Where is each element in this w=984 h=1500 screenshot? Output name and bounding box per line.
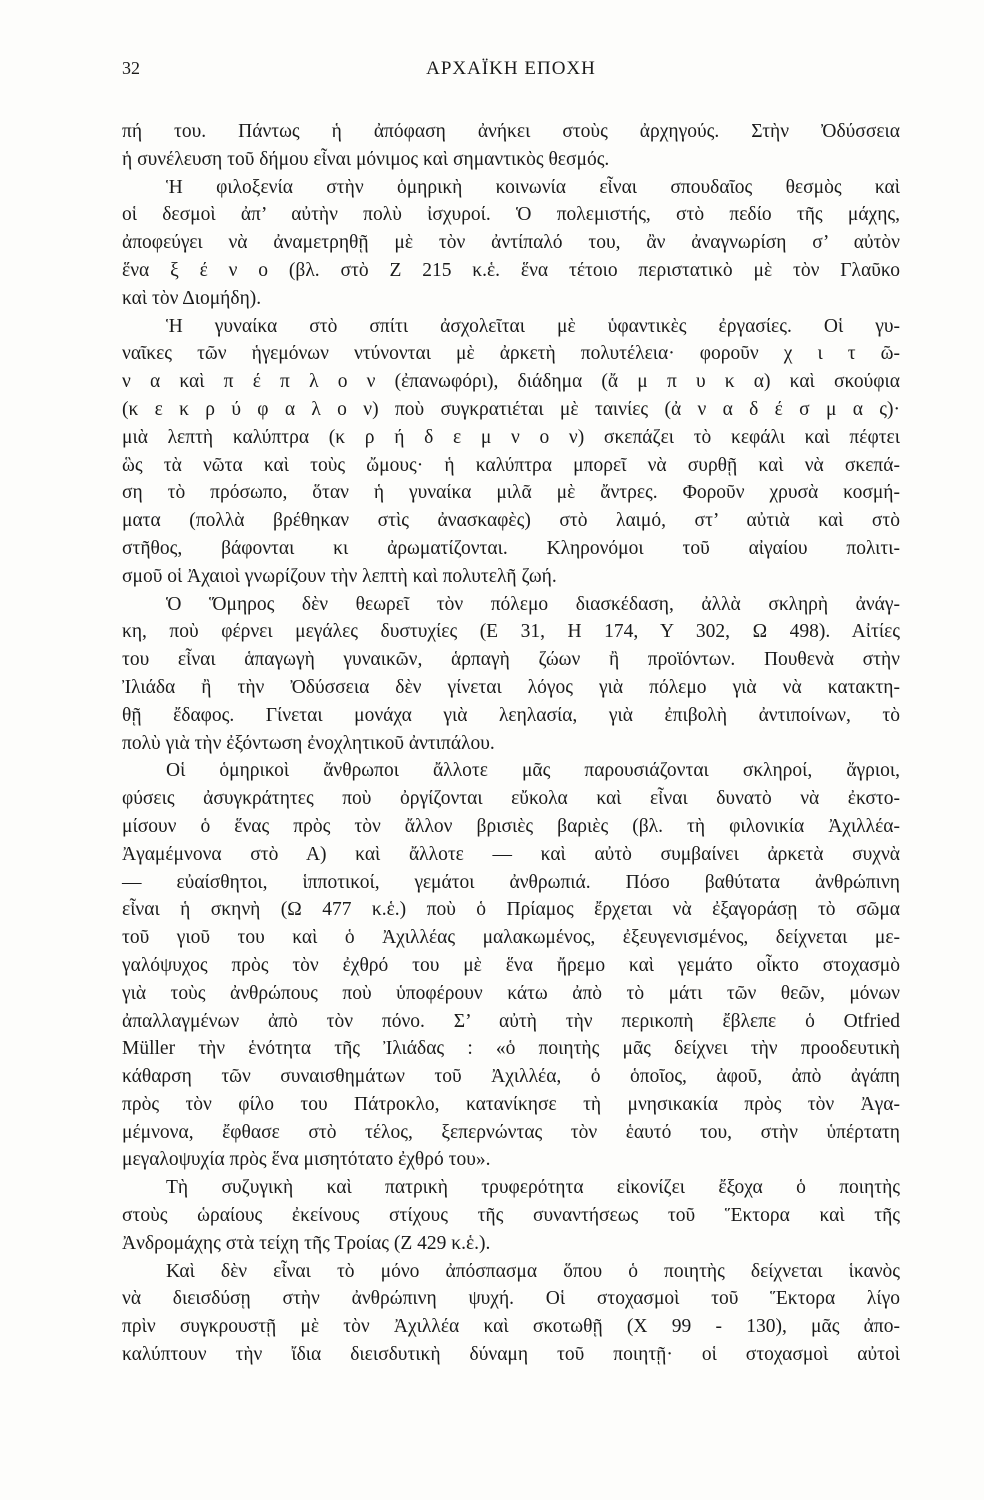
text-line: σμοῦ οἱ Ἀχαιοὶ γνωρίζουν τὴν λεπτὴ καὶ πολυτελῆ ζωή. [122,565,557,587]
text-line: ἡ συνέλευση τοῦ δήμου εἶναι μόνιμος καὶ σημαντικὸς θεσμός. [122,148,610,170]
text-line: πή του. Πάντως ἡ ἀπόφαση ἀνήκει στοὺς ἀρχηγούς. Στὴν Ὀδύσσεια [122,121,900,142]
text-line: — εὐαίσθητοι, ἱπποτικοί, γεμάτοι ἀνθρωπιά. Πόσο βαθύτατα ἀνθρώπινη [122,871,900,893]
running-head [122,58,900,88]
text-line: Müller τὴν ἑνότητα τῆς Ἰλιάδας : «ὁ ποιητὴς μᾶς δείχνει τὴν προοδευτικὴ [122,1038,900,1060]
text-line: καλύπτουν τὴν ἴδια διεισδυτικὴ δύναμη τοῦ ποιητῇ· οἱ στοχασμοὶ αὐτοὶ [122,1344,900,1366]
text-line: φύσεις ἀσυγκράτητες ποὺ ὀργίζονται εὔκολα καὶ εἶναι δυνατὸ νὰ ἐκστο- [122,788,900,810]
text-line: στῆθος, βάφονται κι ἀρωματίζονται. Κληρονόμοι τοῦ αἰγαίου πολιτι- [122,537,900,559]
text-line: ματα (πολλὰ βρέθηκαν στὶς ἀνασκαφὲς) στὸ λαιμό, στ’ αὐτιὰ καὶ στὸ [122,510,900,532]
text-line: Ἡ φιλοξενία στὴν ὁμηρικὴ κοινωνία εἶναι σπουδαῖος θεσμὸς καὶ [166,176,900,198]
text-line: ναῖκες τῶν ἡγεμόνων ντύνονται μὲ ἀρκετὴ πολυτέλεια· φοροῦν χ ι τ ῶ- [122,343,900,365]
text-line: μιὰ λεπτὴ καλύπτρα (κ ρ ή δ ε μ ν ο ν) σκεπάζει τὸ κεφάλι καὶ πέφτει [122,426,900,448]
text-line: Καὶ δὲν εἶναι τὸ μόνο ἀπόσπασμα ὅπου ὁ ποιητὴς δείχνεται ἱκανὸς [166,1260,900,1282]
text-line: γαλόψυχος πρὸς τὸν ἐχθρό του μὲ ἕνα ἤρεμο καὶ γεμάτο οἶκτο στοχασμὸ [122,954,900,976]
text-line: ση τὸ πρόσωπο, ὅταν ἡ γυναίκα μιλᾶ μὲ ἄντρες. Φοροῦν χρυσὰ κοσμή- [122,482,900,504]
body-text [122,118,900,1369]
text-line: ὣς τὰ νῶτα καὶ τοὺς ὤμους· ἡ καλύπτρα μπορεῖ νὰ συρθῇ καὶ νὰ σκεπά- [122,454,900,476]
text-line: ν α καὶ π έ π λ ο ν (ἐπανωφόρι), διάδημα (ἄ μ π υ κ α) καὶ σκούφια [122,371,900,393]
text-line: Ἀγαμέμνονα στὸ Α) καὶ ἄλλοτε — καὶ αὐτὸ συμβαίνει ἀρκετὰ συχνὰ [122,843,900,865]
text-line: μίσουν ὁ ἕνας πρὸς τὸν ἄλλον βρισιὲς βαριὲς (βλ. τὴ φιλονικία Ἀχιλλέα- [122,815,900,837]
page-number: 32 [122,58,140,78]
text-line: νὰ διεισδύσῃ στὴν ἀνθρώπινη ψυχή. Οἱ στοχασμοὶ τοῦ Ἕκτορα λίγο [122,1288,900,1310]
text-line: Ἡ γυναίκα στὸ σπίτι ἀσχολεῖται μὲ ὑφαντικὲς ἐργασίες. Οἱ γυ- [166,315,900,337]
text-line: πολὺ γιὰ τὴν ἐξόντωση ἐνοχλητικοῦ ἀντιπάλου. [122,732,495,754]
text-line: (κ ε κ ρ ύ φ α λ ο ν) ποὺ συγκρατιέται μὲ ταινίες (ἀ ν α δ έ σ μ α ς)· [122,398,900,420]
text-line: Ὁ Ὅμηρος δὲν θεωρεῖ τὸν πόλεμο διασκέδαση, ἀλλὰ σκληρὴ ἀνάγ- [166,593,900,615]
text-line: μεγαλοψυχία πρὸς ἕνα μισητότατο ἐχθρό του». [122,1149,491,1171]
running-title: ΑΡΧΑΪΚΗ ΕΠΟΧΗ [426,58,596,79]
text-line: γιὰ τοὺς ἀνθρώπους ποὺ ὑποφέρουν κάτω ἀπὸ τὸ μάτι τῶν θεῶν, μόνων [122,982,900,1004]
text-line: τοῦ γιοῦ του καὶ ὁ Ἀχιλλέας μαλακωμένος, ἐξευγενισμένος, δείχνεται με- [122,927,900,949]
text-line: κη, ποὺ φέρνει μεγάλες δυστυχίες (Ε 31, Η 174, Υ 302, Ω 498). Αἰτίες [122,621,900,643]
text-line: Ἀνδρομάχης στὰ τείχη τῆς Τροίας (Ζ 429 κ.ἑ.). [122,1232,491,1254]
text-line: μέμνονα, ἔφθασε στὸ τέλος, ξεπερνώντας τὸν ἑαυτό του, στὴν ὑπέρτατη [122,1121,900,1143]
text-line: θῇ ἔδαφος. Γίνεται μονάχα γιὰ λεηλασία, γιὰ ἐπιβολὴ ἀντιποίνων, τὸ [122,704,900,726]
text-line: Οἱ ὁμηρικοὶ ἄνθρωποι ἄλλοτε μᾶς παρουσιάζονται σκληροί, ἄγριοι, [166,760,900,782]
text-line: ἕνα ξ έ ν ο (βλ. στὸ Ζ 215 κ.ἑ. ἕνα τέτοιο περιστατικὸ μὲ τὸν Γλαῦκο [122,259,900,281]
text-line: Τὴ συζυγικὴ καὶ πατρικὴ τρυφερότητα εἰκονίζει ἔξοχα ὁ ποιητὴς [166,1177,900,1199]
text-line: πρὶν συγκρουστῇ μὲ τὸν Ἀχιλλέα καὶ σκοτωθῇ (Χ 99 - 130), μᾶς ἀπο- [122,1316,900,1338]
text-line: ἀπαλλαγμένων ἀπὸ τὸν πόνο. Σ’ αὐτὴ τὴν περικοπὴ ἔβλεπε ὁ Otfried [122,1010,900,1032]
text-line: ἀποφεύγει νὰ ἀναμετρηθῇ μὲ τὸν ἀντίπαλό του, ἂν ἀναγνωρίση σ’ αὐτὸν [122,232,900,254]
text-line: του εἶναι ἁπαγωγὴ γυναικῶν, ἁρπαγὴ ζώων ἢ προϊόντων. Πουθενὰ στὴν [122,649,900,671]
text-line: οἱ δεσμοὶ ἀπ’ αὐτὴν πολὺ ἰσχυροί. Ὁ πολεμιστής, στὸ πεδίο τῆς μάχης, [122,204,900,226]
text-line: κάθαρση τῶν συναισθημάτων τοῦ Ἀχιλλέα, ὁ ὁποῖος, ἀφοῦ, ἀπὸ ἀγάπη [122,1066,900,1088]
text-line: Ἰλιάδα ἢ τὴν Ὀδύσσεια δὲν γίνεται λόγος γιὰ πόλεμο γιὰ νὰ κατακτη- [122,676,900,698]
text-line: καὶ τὸν Διομήδη). [122,287,262,309]
text-line: εἶναι ἡ σκηνὴ (Ω 477 κ.ἑ.) ποὺ ὁ Πρίαμος ἔρχεται νὰ ἐξαγοράσῃ τὸ σῶμα [122,899,900,921]
text-line: στοὺς ὡραίους ἐκείνους στίχους τῆς συναντήσεως τοῦ Ἕκτορα καὶ τῆς [122,1205,900,1227]
text-line: πρὸς τὸν φίλο του Πάτροκλο, κατανίκησε τὴ μνησικακία πρὸς τὸν Ἀγα- [122,1093,900,1115]
